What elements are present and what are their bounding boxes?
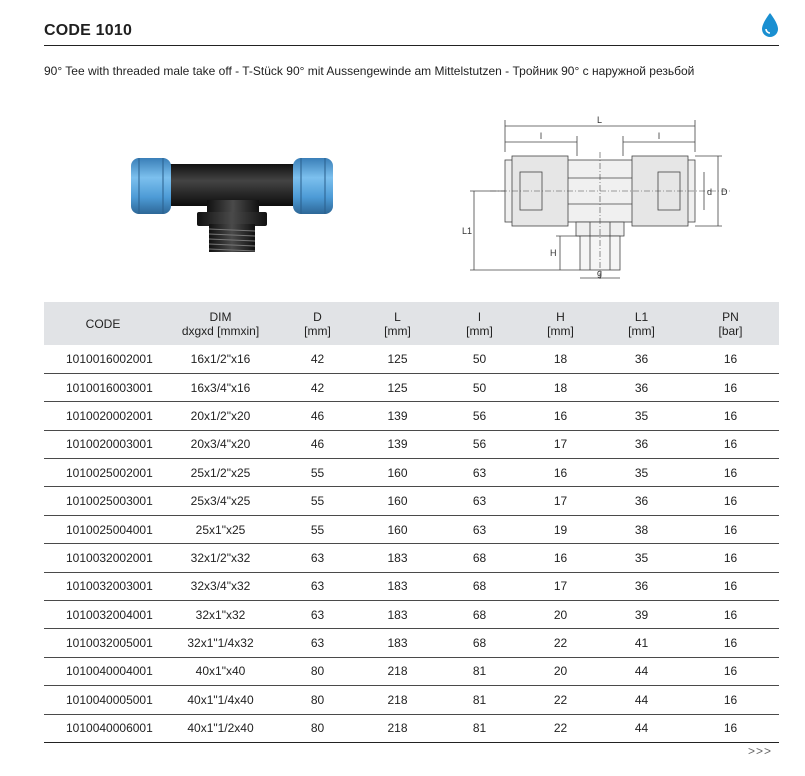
column-header-label: CODE: [85, 316, 121, 331]
cell-code: 1010025002001: [44, 459, 162, 487]
cell-l1: 39: [601, 601, 682, 629]
cell-l-insert: 56: [439, 430, 520, 458]
cell-d-outer: 80: [279, 657, 356, 685]
cell-pn: 16: [682, 714, 779, 742]
cell-code: 1010016003001: [44, 373, 162, 401]
cell-length: 160: [356, 487, 439, 515]
cell-l-insert: 81: [439, 686, 520, 714]
cell-length: 183: [356, 601, 439, 629]
cell-l-insert: 50: [439, 345, 520, 373]
cell-dim: 16x3/4"x16: [162, 373, 279, 401]
cell-h: 22: [520, 629, 601, 657]
cell-pn: 16: [682, 572, 779, 600]
column-header-h: [520, 302, 601, 345]
cell-dim: 32x1"x32: [162, 601, 279, 629]
cell-d-outer: 80: [279, 686, 356, 714]
cell-pn: 16: [682, 345, 779, 373]
cell-d-outer: 42: [279, 373, 356, 401]
cell-pn: 16: [682, 515, 779, 543]
page-title: CODE 1010: [44, 22, 133, 39]
cell-l1: 36: [601, 373, 682, 401]
table-row: [44, 430, 779, 458]
cell-pn: 16: [682, 402, 779, 430]
cell-dim: 32x1/2"x32: [162, 544, 279, 572]
cell-d-outer: 46: [279, 402, 356, 430]
table-row: [44, 373, 779, 401]
cell-d-outer: 63: [279, 629, 356, 657]
technical-drawing: [460, 112, 760, 282]
label-l-right: l: [658, 131, 660, 141]
next-page-indicator[interactable]: >>>: [748, 744, 773, 758]
cell-l1: 35: [601, 544, 682, 572]
product-photo: [125, 140, 340, 258]
cell-length: 139: [356, 402, 439, 430]
cell-dim: 32x1"1/4x32: [162, 629, 279, 657]
table-body: [44, 345, 779, 742]
cell-h: 17: [520, 572, 601, 600]
cell-pn: 16: [682, 487, 779, 515]
cell-h: 16: [520, 459, 601, 487]
cell-h: 22: [520, 686, 601, 714]
cell-l1: 44: [601, 657, 682, 685]
column-header-pn: [682, 302, 779, 345]
cell-pn: 16: [682, 686, 779, 714]
column-header-label: l: [478, 309, 481, 324]
column-header-unit: [mm]: [304, 323, 331, 338]
cell-pn: 16: [682, 601, 779, 629]
table-row: [44, 686, 779, 714]
cell-d-outer: 63: [279, 572, 356, 600]
cell-l1: 36: [601, 572, 682, 600]
cell-code: 1010016002001: [44, 345, 162, 373]
table-row: [44, 657, 779, 685]
cell-length: 183: [356, 544, 439, 572]
product-description: 90° Tee with threaded male take off - T-Stück 90° mit Aussengewinde am Mittelstutzen - Тройник 90° с наружной резьбой: [44, 64, 695, 78]
column-header-code: [44, 302, 162, 345]
dimensions-table-container: [44, 302, 779, 743]
column-header-unit: dxgxd [mmxin]: [181, 323, 260, 338]
cell-code: 1010020003001: [44, 430, 162, 458]
column-header-label: L: [394, 309, 401, 324]
cell-pn: 16: [682, 657, 779, 685]
cell-length: 218: [356, 686, 439, 714]
cell-h: 17: [520, 430, 601, 458]
title-divider: [44, 45, 779, 46]
cell-h: 16: [520, 544, 601, 572]
cell-dim: 20x1/2"x20: [162, 402, 279, 430]
label-d: d: [707, 187, 713, 197]
dimensions-table: [44, 302, 779, 743]
cell-l-insert: 63: [439, 515, 520, 543]
table-row: [44, 629, 779, 657]
cell-l-insert: 68: [439, 601, 520, 629]
cell-l-insert: 50: [439, 373, 520, 401]
cell-code: 1010032003001: [44, 572, 162, 600]
cell-code: 1010040005001: [44, 686, 162, 714]
cell-l-insert: 63: [439, 487, 520, 515]
cell-l1: 35: [601, 402, 682, 430]
cell-d-outer: 42: [279, 345, 356, 373]
cell-length: 160: [356, 459, 439, 487]
cell-dim: 25x1"x25: [162, 515, 279, 543]
cell-code: 1010032002001: [44, 544, 162, 572]
column-header-label: D: [313, 309, 322, 324]
cell-h: 19: [520, 515, 601, 543]
table-row: [44, 345, 779, 373]
water-drop-icon: [760, 12, 780, 38]
column-header-unit: [mm]: [466, 323, 493, 338]
cell-code: 1010040006001: [44, 714, 162, 742]
cell-h: 18: [520, 373, 601, 401]
cell-h: 17: [520, 487, 601, 515]
cell-h: 20: [520, 601, 601, 629]
label-l-left: l: [540, 131, 542, 141]
cell-pn: 16: [682, 544, 779, 572]
column-header-l1: [601, 302, 682, 345]
cell-h: 20: [520, 657, 601, 685]
column-header-label: H: [556, 309, 565, 324]
cell-dim: 25x1/2"x25: [162, 459, 279, 487]
cell-code: 1010032005001: [44, 629, 162, 657]
cell-l1: 44: [601, 686, 682, 714]
cell-h: 18: [520, 345, 601, 373]
cell-dim: 20x3/4"x20: [162, 430, 279, 458]
table-row: [44, 544, 779, 572]
cell-d-outer: 63: [279, 601, 356, 629]
cell-l1: 41: [601, 629, 682, 657]
cell-code: 1010040004001: [44, 657, 162, 685]
table-row: [44, 572, 779, 600]
cell-length: 160: [356, 515, 439, 543]
cell-l-insert: 68: [439, 629, 520, 657]
cell-l-insert: 81: [439, 657, 520, 685]
cell-code: 1010025003001: [44, 487, 162, 515]
cell-l-insert: 68: [439, 572, 520, 600]
column-header-dim: [162, 302, 279, 345]
table-row: [44, 515, 779, 543]
cell-h: 16: [520, 402, 601, 430]
column-header-unit: [mm]: [547, 323, 574, 338]
label-L: L: [597, 115, 603, 125]
column-header-label: PN: [722, 309, 739, 324]
cell-h: 22: [520, 714, 601, 742]
cell-l1: 36: [601, 345, 682, 373]
cell-code: 1010025004001: [44, 515, 162, 543]
cell-l1: 38: [601, 515, 682, 543]
label-H: H: [550, 248, 557, 258]
cell-length: 125: [356, 345, 439, 373]
cell-d-outer: 55: [279, 515, 356, 543]
cell-pn: 16: [682, 373, 779, 401]
column-header-unit: [bar]: [718, 323, 743, 338]
cell-d-outer: 63: [279, 544, 356, 572]
column-header-label: DIM: [209, 309, 232, 324]
cell-l1: 36: [601, 487, 682, 515]
label-D: D: [721, 187, 728, 197]
cell-l-insert: 68: [439, 544, 520, 572]
cell-dim: 40x1"1/2x40: [162, 714, 279, 742]
cell-d-outer: 80: [279, 714, 356, 742]
cell-l-insert: 81: [439, 714, 520, 742]
table-row: [44, 487, 779, 515]
column-header-length: [356, 302, 439, 345]
table-row: [44, 459, 779, 487]
cell-d-outer: 55: [279, 459, 356, 487]
cell-dim: 32x3/4"x32: [162, 572, 279, 600]
cell-l-insert: 63: [439, 459, 520, 487]
column-header-l-insert: [439, 302, 520, 345]
column-header-d-outer: [279, 302, 356, 345]
cell-code: 1010020002001: [44, 402, 162, 430]
cell-l-insert: 56: [439, 402, 520, 430]
label-g: g: [597, 268, 603, 278]
cell-dim: 25x3/4"x25: [162, 487, 279, 515]
cell-length: 218: [356, 714, 439, 742]
cell-dim: 40x1"1/4x40: [162, 686, 279, 714]
cell-l1: 35: [601, 459, 682, 487]
column-header-label: L1: [634, 309, 649, 324]
table-row: [44, 714, 779, 742]
cell-length: 139: [356, 430, 439, 458]
cell-length: 183: [356, 572, 439, 600]
cell-pn: 16: [682, 629, 779, 657]
cell-length: 218: [356, 657, 439, 685]
table-header-row: [44, 302, 779, 345]
cell-length: 125: [356, 373, 439, 401]
cell-length: 183: [356, 629, 439, 657]
cell-dim: 16x1/2"x16: [162, 345, 279, 373]
cell-pn: 16: [682, 430, 779, 458]
cell-d-outer: 55: [279, 487, 356, 515]
cell-pn: 16: [682, 459, 779, 487]
table-row: [44, 601, 779, 629]
cell-l1: 44: [601, 714, 682, 742]
cell-l1: 36: [601, 430, 682, 458]
table-row: [44, 402, 779, 430]
cell-code: 1010032004001: [44, 601, 162, 629]
column-header-unit: [mm]: [628, 323, 655, 338]
label-L1: L1: [462, 226, 473, 236]
cell-d-outer: 46: [279, 430, 356, 458]
column-header-unit: [mm]: [384, 323, 411, 338]
cell-dim: 40x1"x40: [162, 657, 279, 685]
